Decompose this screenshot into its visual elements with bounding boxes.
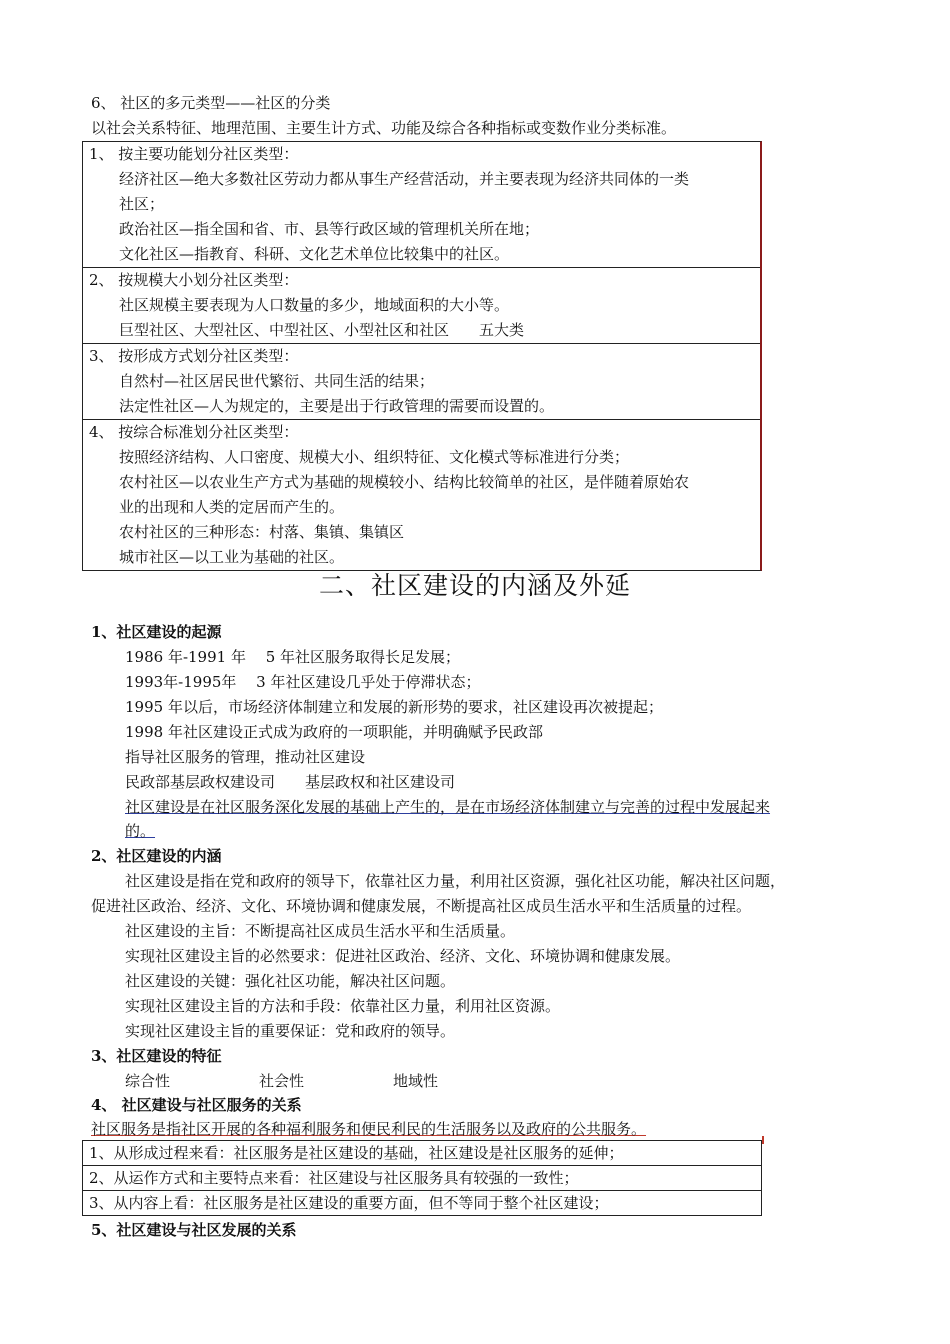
section-2-title: 2、社区建设的内涵 (91, 847, 222, 865)
community-types-table (82, 141, 762, 571)
origin-line: 指导社区服务的管理，推动社区建设 (125, 748, 366, 766)
connotation-paragraph: 社区建设是指在党和政府的领导下，依靠社区力量，利用社区资源，强化社区功能，解决社区问题， (125, 872, 786, 890)
table-row-function (83, 142, 760, 267)
row-line: 经济社区—绝大多数社区劳动力都从事生产经营活动，并主要表现为经济共同体的一类 (119, 170, 690, 188)
row-line: 政治社区—指全国和省、市、县等行政区域的管理机关所在地； (119, 220, 540, 238)
section-3-title: 3、社区建设的特征 (91, 1047, 222, 1065)
connotation-line: 社区建设的主旨：不断提高社区成员生活水平和生活质量。 (125, 922, 516, 940)
connotation-line: 实现社区建设主旨的方法和手段：依靠社区力量，利用社区资源。 (125, 997, 561, 1015)
table-row: 2、从运作方式和主要特点来看：社区建设与社区服务具有较强的一致性； (83, 1165, 761, 1190)
row-title: 4、 按综合标准划分社区类型： (89, 423, 299, 441)
connotation-line: 实现社区建设主旨的重要保证：党和政府的领导。 (125, 1022, 456, 1040)
relation-table (82, 1140, 762, 1216)
row-title: 1、 按主要功能划分社区类型： (89, 145, 299, 163)
table-row-scale (83, 267, 760, 343)
origin-line: 1998 年社区建设正式成为政府的一项职能，并明确赋予民政部 (125, 723, 543, 741)
row-line: 自然村—社区居民世代繁衍、共同生活的结果； (119, 372, 435, 390)
section-1-title: 1、社区建设的起源 (91, 623, 222, 641)
row-line: 城市社区—以工业为基础的社区。 (119, 548, 345, 566)
row-title: 3、 按形成方式划分社区类型： (89, 347, 299, 365)
feature-item: 社会性 (259, 1072, 305, 1090)
origin-line: 1995 年以后，市场经济体制建立和发展的新形势的要求，社区建设再次被提起； (125, 698, 663, 716)
service-definition: 社区服务是指社区开展的各种福利服务和便民利民的生活服务以及政府的公共服务。 (91, 1120, 647, 1138)
section-5-title: 5、社区建设与社区发展的关系 (91, 1221, 297, 1239)
row-line: 巨型社区、大型社区、中型社区、小型社区和社区 五大类 (119, 321, 525, 339)
table-row-comprehensive (83, 419, 760, 570)
feature-item: 综合性 (125, 1072, 171, 1090)
red-mark (762, 1136, 764, 1144)
feature-item: 地域性 (393, 1072, 439, 1090)
table-row: 1、从形成过程来看：社区服务是社区建设的基础，社区建设是社区服务的延伸； (89, 1144, 624, 1162)
item-6-title: 6、 社区的多元类型——社区的分类 (91, 94, 331, 112)
connotation-line: 实现社区建设主旨的必然要求：促进社区政治、经济、文化、环境协调和健康发展。 (125, 947, 681, 965)
row-line: 农村社区—以农业生产方式为基础的规模较小、结构比较简单的社区，是伴随着原始农 (119, 473, 690, 491)
table-row-formation (83, 343, 760, 419)
section-4-title: 4、 社区建设与社区服务的关系 (91, 1096, 302, 1114)
connotation-paragraph: 促进社区政治、经济、文化、环境协调和健康发展，不断提高社区成员生活水平和生活质量的过程。 (91, 897, 752, 915)
connotation-line: 社区建设的关键：强化社区功能，解决社区问题。 (125, 972, 456, 990)
row-line: 社区； (119, 195, 165, 213)
origin-line: 民政部基层政权建设司 基层政权和社区建设司 (125, 773, 456, 791)
row-line: 文化社区—指教育、科研、文化艺术单位比较集中的社区。 (119, 245, 510, 263)
table-row: 3、从内容上看：社区服务是社区建设的重要方面，但不等同于整个社区建设； (83, 1190, 761, 1215)
row-line: 法定性社区—人为规定的，主要是出于行政管理的需要而设置的。 (119, 397, 555, 415)
classification-standard: 以社会关系特征、地理范围、主要生计方式、功能及综合各种指标或变数作业分类标准。 (91, 119, 677, 137)
row-line: 业的出现和人类的定居而产生的。 (119, 498, 345, 516)
origin-line: 1986 年-1991 年 5 年社区服务取得长足发展； (125, 648, 461, 666)
origin-summary-end: 的。 (125, 822, 156, 840)
origin-line: 1993年-1995年 3 年社区建设几乎处于停滞状态； (125, 673, 481, 691)
section-heading: 二、社区建设的内涵及外延 (318, 571, 631, 600)
row-line: 社区规模主要表现为人口数量的多少，地域面积的大小等。 (119, 296, 510, 314)
row-title: 2、 按规模大小划分社区类型： (89, 271, 299, 289)
origin-summary: 社区建设是在社区服务深化发展的基础上产生的，是在市场经济体制建立与完善的过程中发展起来 (125, 798, 771, 816)
row-line: 按照经济结构、人口密度、规模大小、组织特征、文化模式等标准进行分类； (119, 448, 630, 466)
row-line: 农村社区的三种形态：村落、集镇、集镇区 (119, 523, 405, 541)
